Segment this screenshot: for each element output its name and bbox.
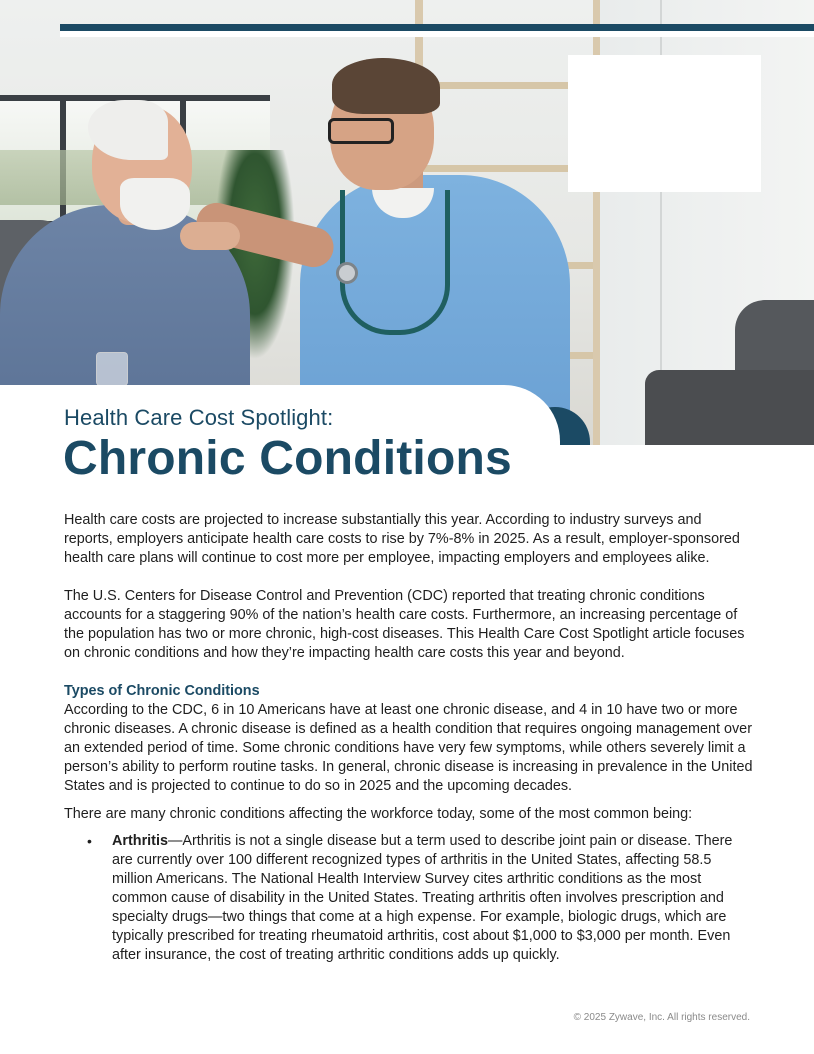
list-item <box>87 832 754 965</box>
patient-beard <box>120 178 190 230</box>
section-heading: Types of Chronic Conditions <box>64 683 260 699</box>
sofa <box>645 370 814 445</box>
logo-placeholder-box <box>568 55 761 192</box>
title-kicker: Health Care Cost Spotlight: <box>64 405 334 430</box>
doctor-hair <box>332 58 440 114</box>
page-title: Chronic Conditions <box>63 432 512 485</box>
conditions-list <box>64 832 754 965</box>
intro-paragraph: Health care costs are projected to increase substantially this year. According to industry surveys and reports, employers anticipate health care costs to rise by 7%-8% in 2025. As a result, employer-sponsored health care plans will continue to cost more per employee, impacting employers and employees alike. <box>64 512 740 566</box>
cdc-paragraph: The U.S. Centers for Disease Control and Prevention (CDC) reported that treating chronic conditions accounts for a staggering 90% of the nation’s health care costs. Furthermore, an increasing percentage of the population has two or more chronic, high-cost diseases. This Health Care Cost Spotlight article focuses on chronic conditions and how they’re impacting health care costs this year and beyond. <box>64 588 745 661</box>
section-paragraph: According to the CDC, 6 in 10 Americans have at least one chronic disease, and 4 in 10 have two or more chronic diseases. A chronic disease is defined as a health condition that requires ongoing management over an extended period of time. Some chronic conditions have very few symptoms, while others severely limit a person’s ability to perform routine tasks. In general, chronic disease is increasing in prevalence in the United States and is projected to continue to do so in 2025 and the upcoming decades. <box>64 702 753 794</box>
stethoscope-bell <box>336 262 358 284</box>
top-accent-stripe <box>60 24 814 31</box>
article-body <box>64 511 754 965</box>
doctor-hand <box>180 222 240 250</box>
bullet-term: Arthritis <box>112 833 168 849</box>
bullet-text: —Arthritis is not a single disease but a term used to describe joint pain or disease. There are currently over 100 different recognized types of arthritis in the United States, affecting 58.5 million Americans. The National Health Interview Survey cites arthritic conditions as the most common cause of disability in the United States. Treating arthritis often involves prescription and specialty drugs—two things that come at a high expense. For example, biologic drugs, which are typically prescribed for treating rheumatoid arthritis, cost about $1,000 to $3,000 per month. Even after insurance, the cost of treating arthritic conditions adds up quickly. <box>112 833 733 963</box>
hero-photo <box>0 0 814 445</box>
bullet-icon: • <box>87 833 92 849</box>
stethoscope-icon <box>340 190 450 335</box>
top-accent-stripe-white <box>60 31 814 37</box>
list-intro: There are many chronic conditions affecting the workforce today, some of the most common being: <box>64 806 693 822</box>
doctor-glasses <box>328 118 394 144</box>
copyright-notice: © 2025 Zywave, Inc. All rights reserved. <box>573 1012 750 1023</box>
water-glass <box>96 352 128 386</box>
